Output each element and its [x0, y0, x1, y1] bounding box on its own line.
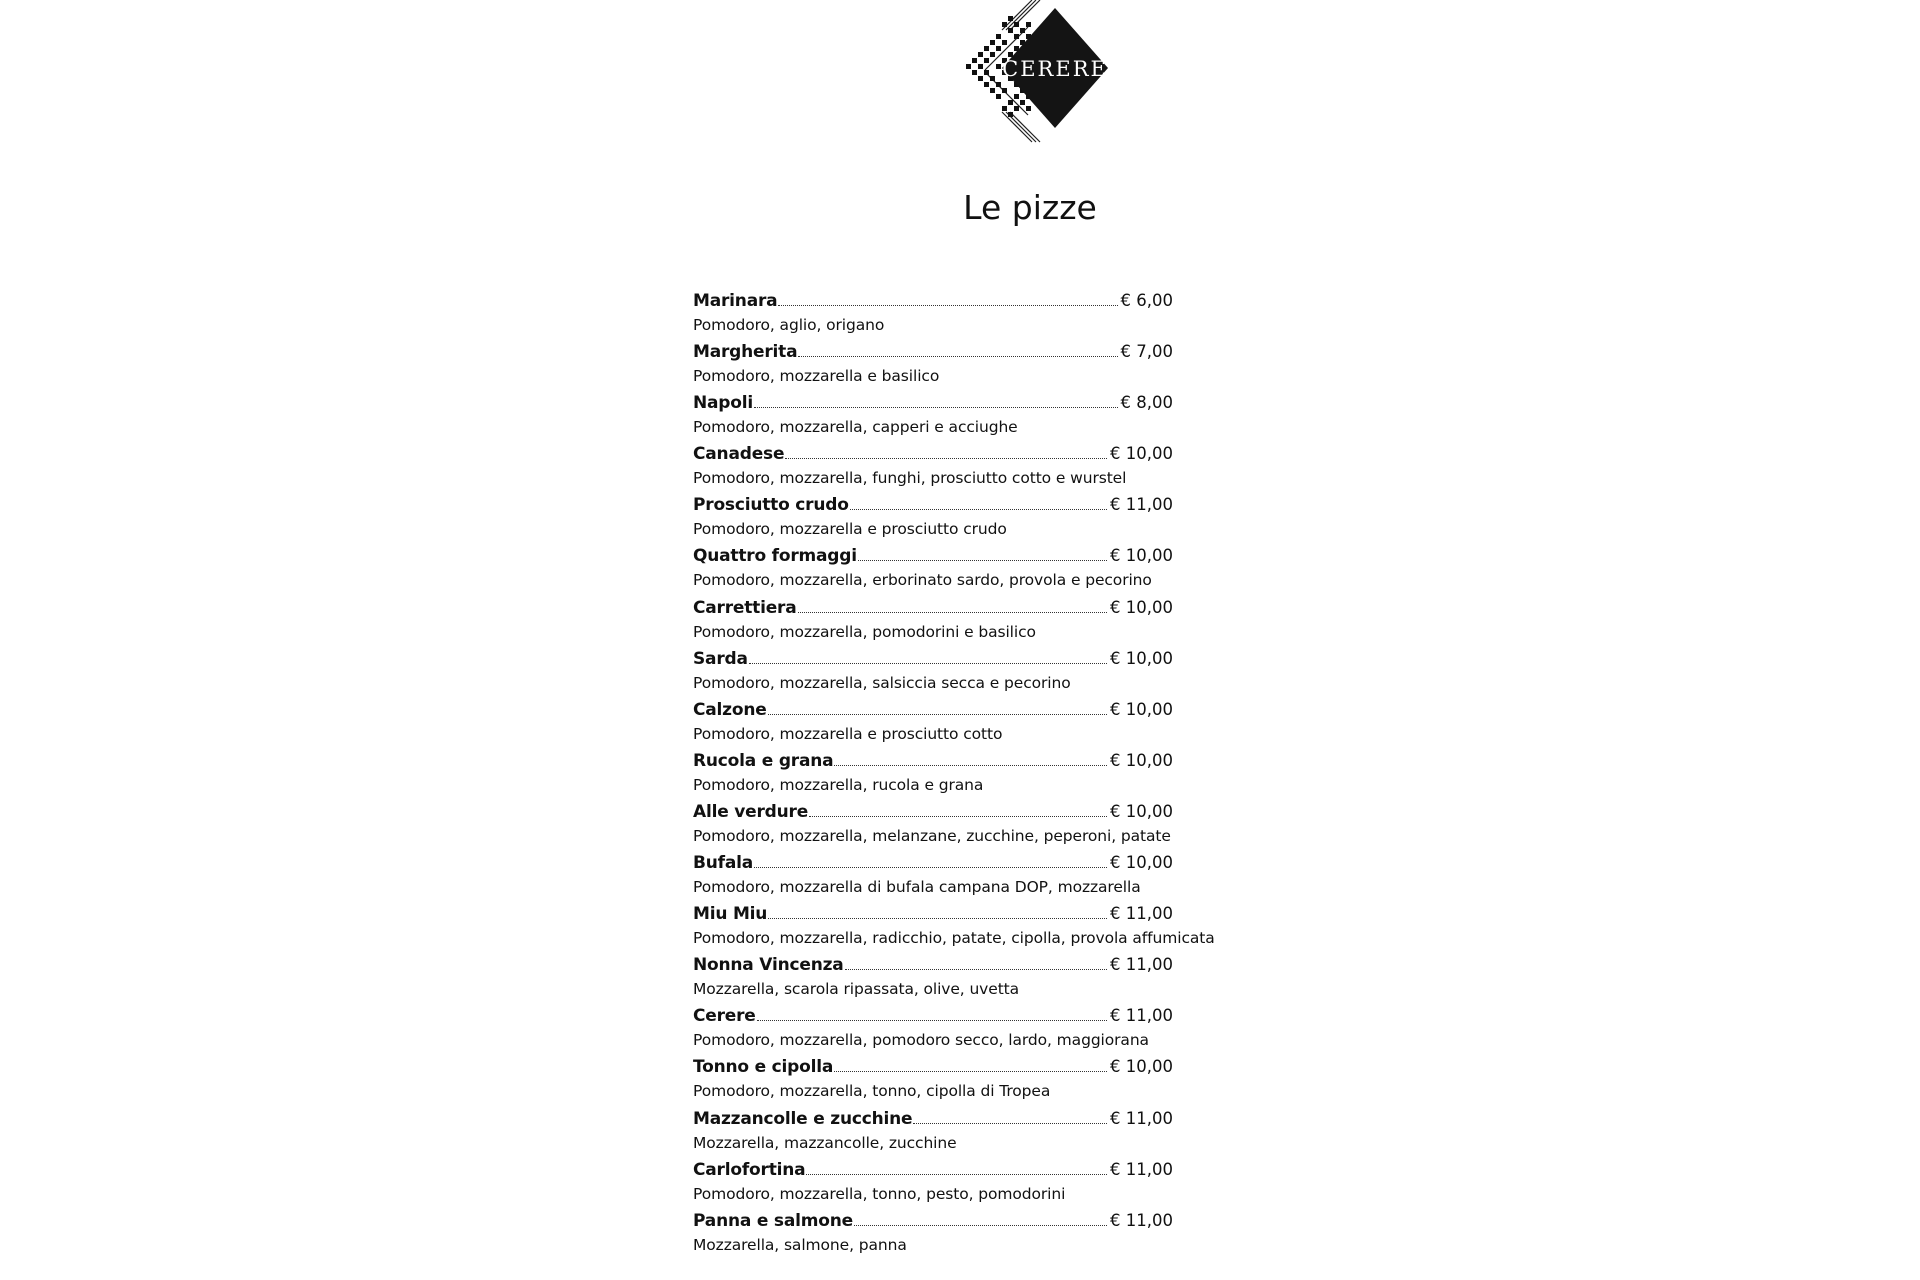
dot-leader: [798, 356, 1117, 357]
menu-item-description: Pomodoro, mozzarella, melanzane, zucchine, peperoni, patate: [693, 826, 1171, 845]
menu-item-description: Pomodoro, mozzarella, tonno, pesto, pomodorini: [693, 1184, 1066, 1203]
menu-item-name: Prosciutto crudo: [693, 495, 849, 516]
menu-item: [693, 850, 1253, 901]
menu-item-name: Mazzancolle e zucchine: [693, 1108, 913, 1129]
menu-item-row: [693, 646, 1173, 672]
dot-leader: [854, 1225, 1107, 1226]
menu-item-price: € 8,00: [1120, 393, 1173, 413]
menu-item-row: [693, 595, 1173, 621]
menu-item-price: € 10,00: [1110, 546, 1173, 566]
menu-item-row: [693, 339, 1173, 365]
menu-item: [693, 441, 1253, 492]
dot-leader: [834, 765, 1107, 766]
menu-item-price: € 10,00: [1110, 597, 1173, 617]
menu-item: [693, 748, 1253, 799]
menu-item-row: [693, 288, 1173, 314]
menu-item: [693, 1208, 1253, 1259]
dot-leader: [858, 560, 1107, 561]
menu-item-description: Pomodoro, mozzarella, erborinato sardo, provola e pecorino: [693, 571, 1152, 590]
menu-item: [693, 901, 1253, 952]
dot-leader: [768, 714, 1107, 715]
menu-item: [693, 1157, 1253, 1208]
menu-item: [693, 646, 1253, 697]
menu-item-row: [693, 901, 1173, 927]
dot-leader: [834, 1071, 1107, 1072]
menu-item-description: Pomodoro, mozzarella, salsiccia secca e pecorino: [693, 673, 1071, 692]
dot-leader: [809, 816, 1107, 817]
menu-item-row: [693, 1208, 1173, 1234]
menu-item-name: Tonno e cipolla: [693, 1057, 834, 1078]
menu-item-name: Rucola e grana: [693, 750, 834, 771]
menu-item-row: [693, 748, 1173, 774]
dot-leader: [806, 1174, 1107, 1175]
menu-item-name: Carlofortina: [693, 1159, 806, 1180]
menu-item-description: Pomodoro, mozzarella, capperi e acciughe: [693, 418, 1018, 437]
menu-item: [693, 339, 1253, 390]
menu-item-price: € 7,00: [1120, 342, 1173, 362]
menu-item-description: Pomodoro, mozzarella, radicchio, patate, cipolla, provola affumicata: [693, 929, 1215, 948]
menu-item: [693, 1054, 1253, 1105]
menu-item-row: [693, 1003, 1173, 1029]
menu-item-row: [693, 799, 1173, 825]
menu-item: [693, 697, 1253, 748]
menu-item-description: Pomodoro, mozzarella e prosciutto crudo: [693, 520, 1007, 539]
dot-leader: [913, 1123, 1107, 1124]
menu-item: [693, 1106, 1253, 1157]
menu-item-price: € 10,00: [1110, 444, 1173, 464]
menu-item-name: Sarda: [693, 648, 748, 669]
menu-item-row: [693, 390, 1173, 416]
menu-item-description: Pomodoro, mozzarella di bufala campana DOP, mozzarella: [693, 878, 1141, 897]
menu-item-name: Canadese: [693, 444, 785, 465]
menu-item-description: Pomodoro, mozzarella, rucola e grana: [693, 775, 984, 794]
menu-item: [693, 492, 1253, 543]
menu-item: [693, 952, 1253, 1003]
dot-leader: [845, 969, 1107, 970]
menu-item-row: [693, 1106, 1173, 1132]
menu-item-row: [693, 952, 1173, 978]
menu-item-price: € 11,00: [1110, 904, 1173, 924]
menu-item-price: € 11,00: [1110, 1006, 1173, 1026]
cerere-diamond-logo: [930, 0, 1120, 145]
dot-leader: [749, 663, 1107, 664]
menu-item-price: € 6,00: [1120, 291, 1173, 310]
menu-item-name: Margherita: [693, 342, 798, 363]
menu-item: [693, 799, 1253, 850]
menu-item-row: [693, 1054, 1173, 1080]
dot-leader: [757, 1020, 1107, 1021]
menu-item-price: € 11,00: [1110, 955, 1173, 975]
menu-item-name: Cerere: [693, 1006, 756, 1027]
menu-item-description: Pomodoro, mozzarella e basilico: [693, 367, 940, 386]
menu-item-name: Nonna Vincenza: [693, 955, 844, 976]
menu-item-description: Pomodoro, aglio, origano: [693, 316, 885, 334]
menu-item-price: € 10,00: [1110, 699, 1173, 719]
menu-item-name: Bufala: [693, 853, 754, 874]
menu-item-name: Quattro formaggi: [693, 546, 857, 567]
menu-item-price: € 11,00: [1110, 1210, 1173, 1230]
menu-item: [693, 288, 1253, 339]
menu-item: [693, 595, 1253, 646]
menu-item-description: Pomodoro, mozzarella e prosciutto cotto: [693, 724, 1003, 743]
menu-item-price: € 10,00: [1110, 750, 1173, 770]
page-title: Le pizze: [963, 188, 1097, 227]
dot-leader: [850, 509, 1107, 510]
menu-item-name: Napoli: [693, 393, 754, 414]
menu-item-row: [693, 697, 1173, 723]
menu-item-description: Pomodoro, mozzarella, pomodorini e basilico: [693, 622, 1036, 641]
dot-leader: [754, 407, 1118, 408]
menu-item-price: € 10,00: [1110, 648, 1173, 668]
menu-item-description: Pomodoro, mozzarella, tonno, cipolla di Tropea: [693, 1082, 1051, 1101]
menu-item-row: [693, 492, 1173, 518]
menu-item-name: Alle verdure: [693, 801, 809, 822]
menu-item: [693, 390, 1253, 441]
menu-item-name: Calzone: [693, 699, 767, 720]
dot-leader: [798, 612, 1108, 613]
menu-item-description: Mozzarella, scarola ripassata, olive, uvetta: [693, 980, 1020, 999]
menu-item-description: Mozzarella, salmone, panna: [693, 1235, 907, 1254]
menu-item-name: Carrettiera: [693, 597, 797, 618]
menu-item-name: Marinara: [693, 291, 778, 311]
dot-leader: [785, 458, 1107, 459]
menu-item-price: € 11,00: [1110, 1108, 1173, 1128]
menu-item-price: € 10,00: [1110, 801, 1173, 821]
dot-leader: [768, 918, 1107, 919]
menu-item-description: Mozzarella, mazzancolle, zucchine: [693, 1133, 957, 1152]
menu-item-row: [693, 1157, 1173, 1183]
menu-item: [693, 543, 1253, 594]
dot-leader: [778, 305, 1117, 306]
menu-item-description: Pomodoro, mozzarella, pomodoro secco, lardo, maggiorana: [693, 1031, 1149, 1050]
menu-item: [693, 1003, 1253, 1054]
menu-item-row: [693, 543, 1173, 569]
menu-item-row: [693, 850, 1173, 876]
dot-leader: [754, 867, 1107, 868]
logo-wordmark: CERERE: [1002, 57, 1108, 81]
menu-item-description: Pomodoro, mozzarella, funghi, prosciutto cotto e wurstel: [693, 469, 1127, 488]
menu-item-price: € 11,00: [1110, 1159, 1173, 1179]
menu-item-price: € 10,00: [1110, 1057, 1173, 1077]
pizza-menu-list: [693, 288, 1253, 1259]
menu-item-name: Panna e salmone: [693, 1210, 853, 1231]
menu-item-name: Miu Miu: [693, 904, 768, 925]
menu-item-price: € 10,00: [1110, 853, 1173, 873]
menu-item-price: € 11,00: [1110, 495, 1173, 515]
menu-item-row: [693, 441, 1173, 467]
